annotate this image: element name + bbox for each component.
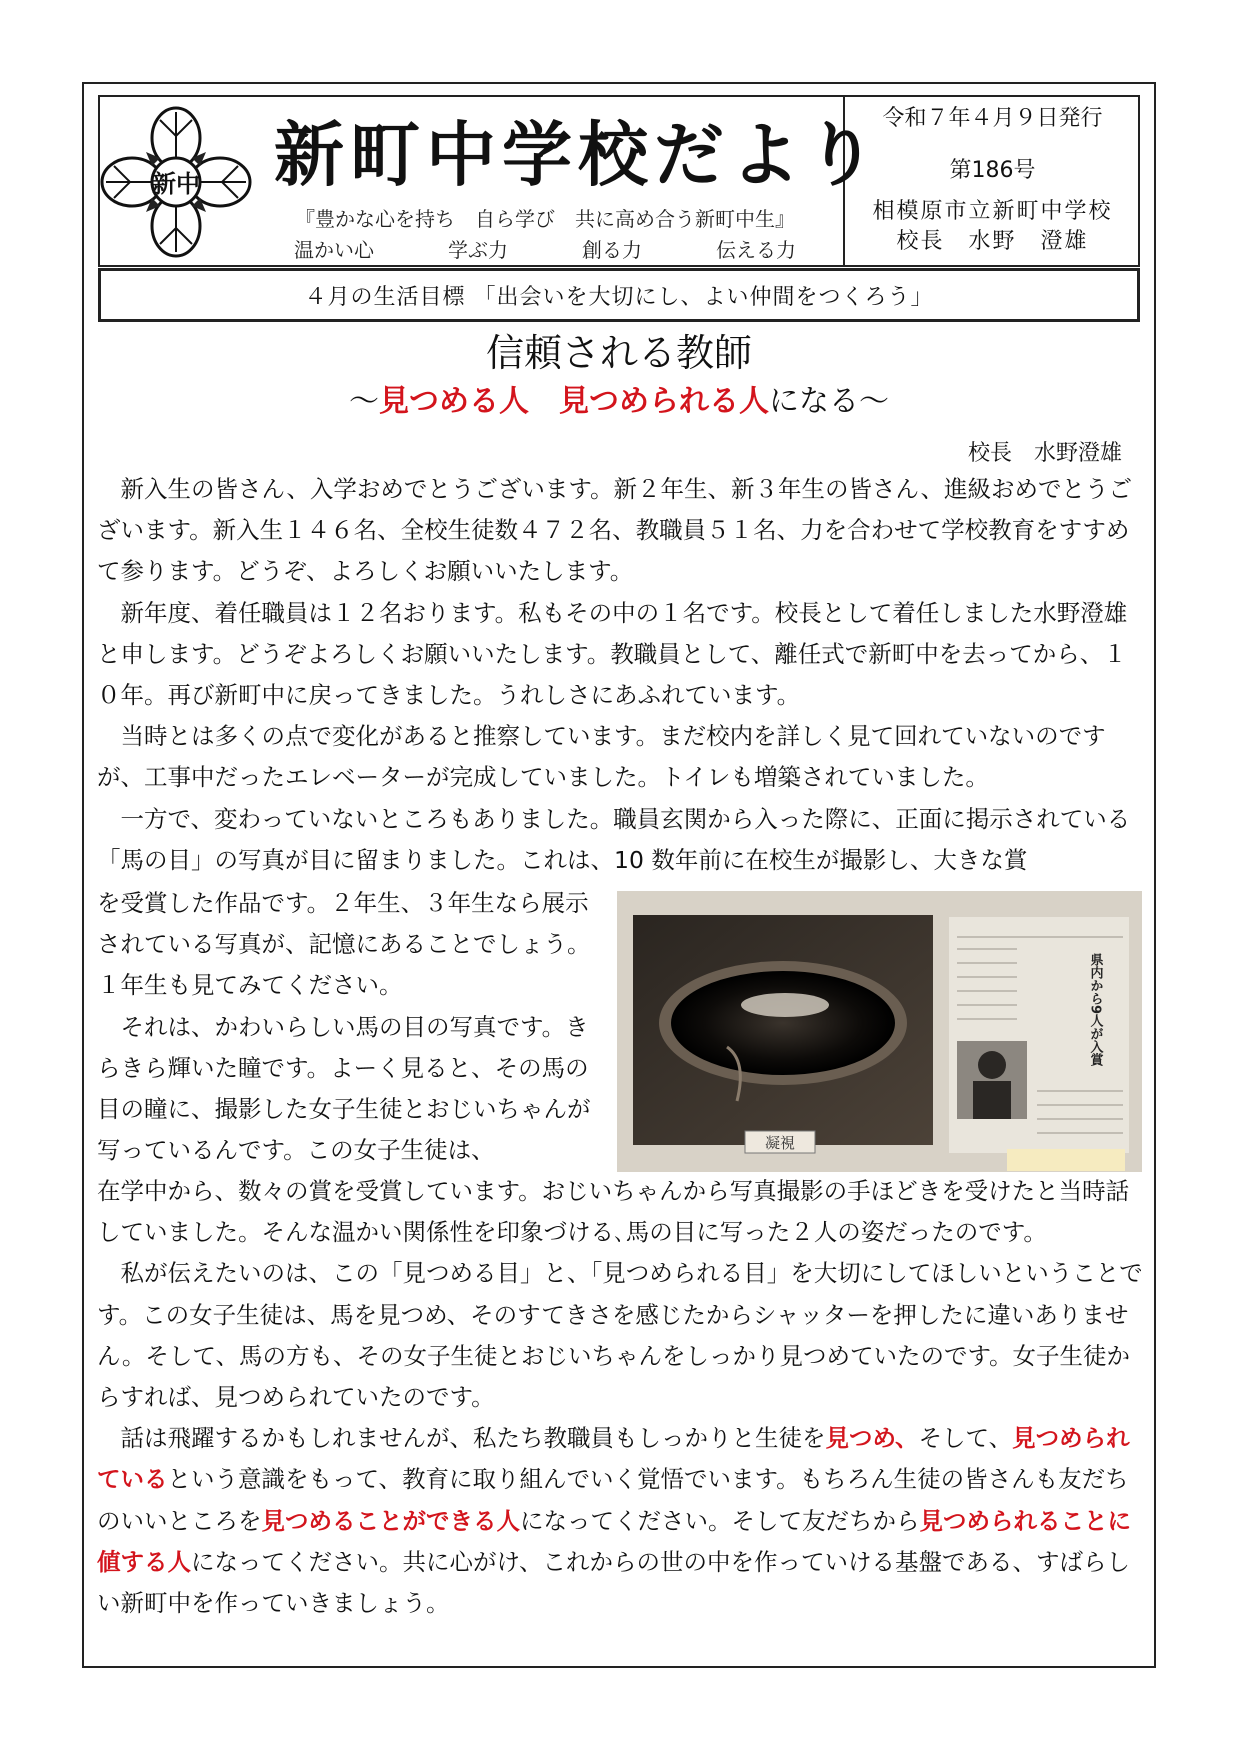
horse-eye-photo (617, 891, 1142, 1172)
paragraph: を受賞した作品です。２年生、３年生なら展示されている写真が、記憶にあることでしょう。１年生も見てみてください。 (97, 889, 591, 1000)
principal-name: 校長 水野 澄雄 (896, 229, 1089, 255)
subtitle-highlight: 見つめられる人 (559, 384, 769, 419)
photo-caption: 凝視 (764, 1134, 796, 1152)
emphasis: 見つめ、 (825, 1424, 919, 1453)
article-title: 信頼される教師 (485, 331, 752, 375)
paragraph: 一方で、変わっていないところもありました。職員玄関から入った際に、正面に掲示されている「馬の目」の写真が目に留まりました。これは、10 数年前に在校生が撮影し、大きな賞 (97, 804, 1131, 874)
article-subtitle: ～見つめる人 見つめられる人になる～ (349, 384, 889, 419)
paragraph: 新入生の皆さん、入学おめでとうございます。新２年生、新３年生の皆さん、進級おめでとうございます。新入生１４６名、全校生徒数４７２名、教職員５１名、力を合わせて学校教育をすすめて参ります。どうぞ、よろしくお願いいたします。 (97, 475, 1132, 586)
monthly-goal: ４月の生活目標 「出会いを大切にし、よい仲間をつくろう」 (98, 268, 1140, 322)
paragraph: それは、かわいらしい馬の目の写真です。きらきら輝いた瞳です。よーく見ると、その馬の目の瞳に、撮影した女子生徒とおじいちゃんが写っているんです。この女子生徒は、 (97, 1012, 591, 1165)
issue-number: 第186号 (949, 158, 1036, 184)
emphasis: 見つめられることに値する人 (97, 1506, 1131, 1576)
article-body-beside-photo (97, 883, 607, 1171)
paragraph: 在学中から、数々の賞を受賞しています。おじいちゃんから写真撮影の手ほどきを受けたと当時話していました。そんな温かい関係性を印象づける､馬の目に写った２人の姿だったのです。 (97, 1177, 1130, 1247)
newsletter-title: 新町中学校だより (274, 114, 882, 196)
newspaper-headline: 県内から9人が入賞 (1087, 953, 1103, 1067)
subtitle-highlight: 見つめる人 (379, 384, 529, 419)
issue-date: 令和７年４月９日発行 (882, 106, 1103, 131)
value-item: 伝える力 (716, 238, 796, 262)
article-body-top (97, 469, 1143, 881)
school-values (262, 234, 828, 263)
article-body-bottom (97, 1171, 1143, 1624)
school-name: 相模原市立新町中学校 (872, 198, 1113, 224)
paragraph: 当時とは多くの点で変化があると推察しています。まだ校内を詳しく見て回れていないのですが、工事中だったエレベーターが完成していました。トイレも増築されていました。 (97, 722, 1106, 792)
value-item: 創る力 (582, 238, 642, 262)
paragraph-closing: 話は飛躍するかもしれませんが、私たち教職員もしっかりと生徒を見つめ、そして、見つめられているという意識をもって、教育に取り組んでいく覚悟でいます。もちろん生徒の皆さんも友だちのいいところを見つめることができる人になってください。そして友だちから見つめられることに値する人になってください。共に心がけ、これからの世の中を作っていける基盤である、すばらしい新町中を作っていきましょう。 (97, 1424, 1131, 1618)
value-item: 学ぶ力 (448, 238, 508, 262)
school-motto: 『豊かな心を持ち 自ら学び 共に高め合う新町中生』 (295, 207, 795, 231)
value-item: 温かい心 (294, 238, 374, 262)
paragraph: 新年度、着任職員は１２名おります。私もその中の１名です。校長として着任しました水野澄雄と申します。どうぞよろしくお願いいたします。教職員として、離任式で新町中を去ってから、１０年。再び新町中に戻ってきました。うれしさにあふれています。 (97, 598, 1128, 710)
issue-info (845, 98, 1140, 256)
emphasis: 見つめることができる人 (261, 1506, 520, 1535)
school-emblem-icon (100, 106, 252, 258)
article-byline: 校長 水野澄雄 (967, 441, 1122, 466)
emphasis: 見つめられている (97, 1424, 1130, 1494)
paragraph: 私が伝えたいのは、この「見つめる目」と、「見つめられる目」を大切にしてほしいということです。この女子生徒は、馬を見つめ、そのすてきさを感じたからシャッターを押したに違いありません。そして、馬の方も、その女子生徒とおじいちゃんをしっかり見つめていたのです。女子生徒からすれば、見つめられていたのです。 (97, 1259, 1143, 1412)
emblem-text: 新中 (152, 170, 200, 198)
